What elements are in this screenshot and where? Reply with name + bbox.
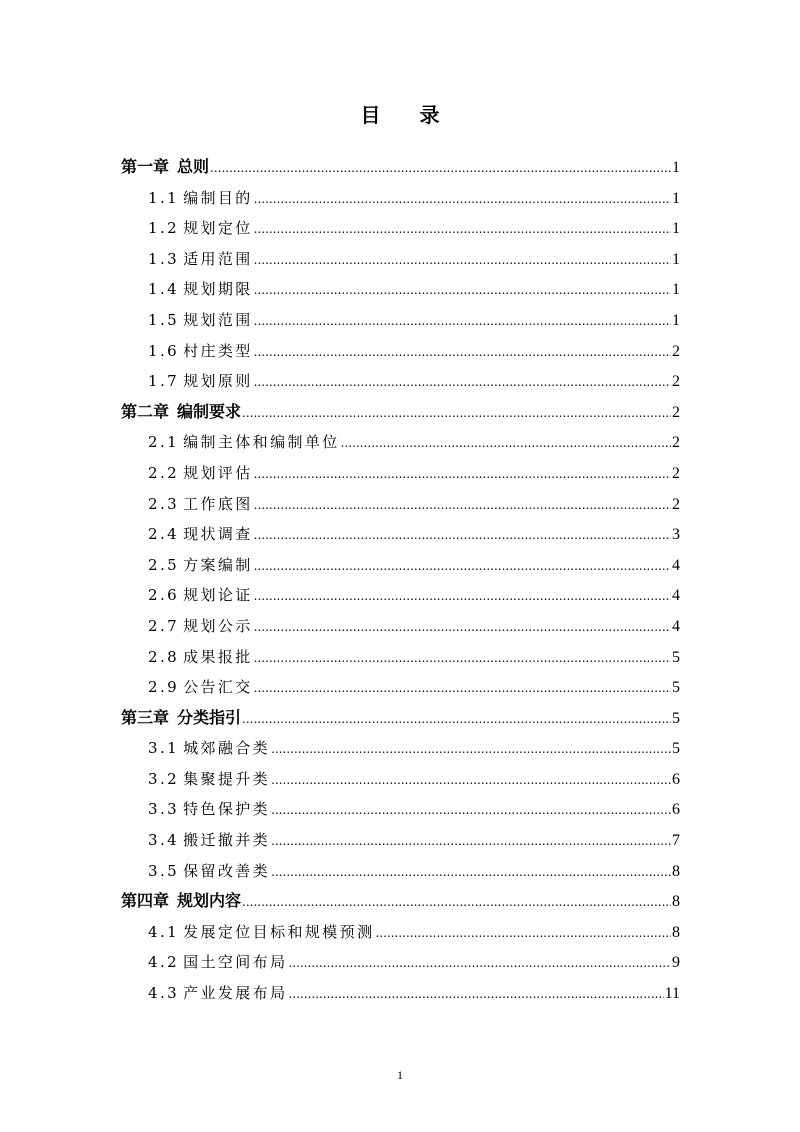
toc-chapter-entry[interactable] bbox=[121, 886, 680, 917]
toc-entry-page: 4 bbox=[672, 587, 680, 605]
toc-dot-leader bbox=[254, 245, 671, 276]
toc-entry-page: 8 bbox=[672, 862, 680, 880]
toc-chapter-entry[interactable] bbox=[121, 397, 680, 428]
toc-entry-title: 城郊融合类 bbox=[183, 739, 271, 758]
page-number: 1 bbox=[397, 1068, 403, 1082]
toc-entry-number: 1.3 bbox=[148, 249, 180, 268]
toc-entry-number: 2.7 bbox=[148, 616, 180, 635]
toc-entry-page: 4 bbox=[672, 556, 680, 574]
toc-entry-number: 2.4 bbox=[148, 525, 180, 544]
toc-dot-leader bbox=[271, 734, 671, 765]
toc-entry-page: 1 bbox=[672, 189, 680, 207]
toc-entry-label bbox=[121, 152, 209, 183]
toc-entry-label bbox=[148, 917, 374, 948]
toc-entry-number: 2.9 bbox=[148, 678, 180, 697]
toc-entry-label bbox=[148, 550, 253, 581]
toc-entry-title: 村庄类型 bbox=[183, 341, 253, 360]
toc-entry-label bbox=[148, 580, 253, 611]
toc-entry-page: 2 bbox=[672, 464, 680, 482]
toc-dot-leader bbox=[341, 428, 671, 459]
toc-section-entry[interactable] bbox=[121, 917, 680, 948]
toc-section-entry[interactable] bbox=[121, 213, 680, 244]
toc-title: 目 录 bbox=[360, 103, 456, 127]
toc-entry-title: 搬迁撤并类 bbox=[183, 831, 271, 850]
toc-dot-leader bbox=[288, 979, 663, 1010]
toc-entry-number: 2.6 bbox=[148, 586, 180, 605]
toc-dot-leader bbox=[254, 459, 671, 490]
toc-entry-page: 2 bbox=[672, 434, 680, 452]
toc-entry-label bbox=[148, 856, 270, 887]
toc-entry-title: 规划评估 bbox=[183, 463, 253, 482]
toc-section-entry[interactable] bbox=[121, 427, 680, 458]
toc-section-entry[interactable] bbox=[121, 550, 680, 581]
toc-entry-title: 发展定位目标和规模预测 bbox=[183, 922, 375, 941]
toc-entry-label bbox=[121, 886, 241, 917]
toc-entry-title: 保留改善类 bbox=[183, 861, 271, 880]
toc-entry-title: 规划公示 bbox=[183, 616, 253, 635]
toc-entry-label bbox=[121, 397, 241, 428]
toc-entry-title: 规划范围 bbox=[183, 310, 253, 329]
toc-entry-label bbox=[148, 672, 253, 703]
toc-entry-page: 2 bbox=[672, 495, 680, 513]
toc-entry-label bbox=[148, 427, 340, 458]
toc-entry-title: 公告汇交 bbox=[183, 678, 253, 697]
toc-entry-label bbox=[148, 947, 287, 978]
toc-entry-number: 2.8 bbox=[148, 647, 180, 666]
toc-dot-leader bbox=[210, 153, 671, 184]
toc-entry-number: 2.2 bbox=[148, 463, 180, 482]
toc-list bbox=[121, 152, 680, 1009]
toc-chapter-entry[interactable] bbox=[121, 703, 680, 734]
toc-entry-page: 9 bbox=[672, 954, 680, 972]
toc-entry-title: 适用范围 bbox=[183, 249, 253, 268]
toc-section-entry[interactable] bbox=[121, 947, 680, 978]
toc-entry-page: 8 bbox=[672, 923, 680, 941]
toc-entry-label bbox=[148, 764, 270, 795]
toc-entry-number: 3.1 bbox=[148, 739, 180, 758]
toc-entry-number: 3.5 bbox=[148, 861, 180, 880]
toc-entry-page: 5 bbox=[672, 679, 680, 697]
toc-dot-leader bbox=[254, 643, 671, 674]
toc-dot-leader bbox=[271, 857, 671, 888]
toc-entry-number: 1.1 bbox=[148, 188, 180, 207]
toc-entry-number: 第三章 bbox=[121, 707, 170, 727]
toc-entry-page: 5 bbox=[672, 709, 680, 727]
toc-dot-leader bbox=[254, 337, 671, 368]
toc-section-entry[interactable] bbox=[121, 794, 680, 825]
toc-entry-title: 成果报批 bbox=[183, 647, 253, 666]
toc-entry-number: 第二章 bbox=[121, 401, 170, 421]
toc-dot-leader bbox=[271, 795, 671, 826]
toc-section-entry[interactable] bbox=[121, 825, 680, 856]
toc-section-entry[interactable] bbox=[121, 244, 680, 275]
toc-section-entry[interactable] bbox=[121, 733, 680, 764]
toc-entry-page: 2 bbox=[672, 342, 680, 360]
toc-entry-label bbox=[148, 213, 253, 244]
toc-entry-number: 1.2 bbox=[148, 219, 180, 238]
toc-entry-label bbox=[148, 733, 270, 764]
toc-entry-label bbox=[148, 978, 287, 1009]
toc-dot-leader bbox=[242, 887, 671, 918]
toc-entry-page: 5 bbox=[672, 740, 680, 758]
toc-entry-page: 2 bbox=[672, 373, 680, 391]
toc-dot-leader bbox=[271, 765, 671, 796]
toc-entry-page: 1 bbox=[672, 220, 680, 238]
toc-entry-label bbox=[148, 825, 270, 856]
toc-entry-number: 第四章 bbox=[121, 891, 170, 911]
toc-section-entry[interactable] bbox=[121, 672, 680, 703]
toc-entry-label bbox=[148, 274, 253, 305]
toc-entry-number: 2.1 bbox=[148, 433, 180, 452]
toc-dot-leader bbox=[242, 398, 671, 429]
toc-entry-page: 1 bbox=[672, 281, 680, 299]
toc-dot-leader bbox=[254, 184, 671, 215]
toc-entry-number: 4.1 bbox=[148, 922, 180, 941]
toc-entry-label bbox=[148, 336, 253, 367]
toc-entry-label bbox=[148, 305, 253, 336]
toc-entry-number: 1.5 bbox=[148, 310, 180, 329]
toc-dot-leader bbox=[375, 918, 671, 949]
toc-entry-title: 分类指引 bbox=[177, 707, 242, 727]
toc-entry-number: 2.3 bbox=[148, 494, 180, 513]
toc-dot-leader bbox=[254, 673, 671, 704]
toc-entry-title: 集聚提升类 bbox=[183, 769, 271, 788]
toc-entry-label bbox=[148, 244, 253, 275]
toc-section-entry[interactable] bbox=[121, 366, 680, 397]
toc-entry-title: 方案编制 bbox=[183, 555, 253, 574]
toc-dot-leader bbox=[254, 275, 671, 306]
toc-entry-page: 8 bbox=[672, 893, 680, 911]
toc-entry-label bbox=[148, 489, 253, 520]
toc-section-entry[interactable] bbox=[121, 580, 680, 611]
toc-entry-title: 规划原则 bbox=[183, 372, 253, 391]
toc-entry-label bbox=[148, 458, 253, 489]
toc-section-entry[interactable] bbox=[121, 642, 680, 673]
toc-entry-page: 6 bbox=[672, 801, 680, 819]
toc-entry-label bbox=[148, 611, 253, 642]
toc-section-entry[interactable] bbox=[121, 305, 680, 336]
toc-dot-leader bbox=[254, 520, 671, 551]
toc-section-entry[interactable] bbox=[121, 183, 680, 214]
toc-dot-leader bbox=[242, 704, 671, 735]
toc-entry-number: 4.2 bbox=[148, 953, 180, 972]
toc-entry-title: 编制主体和编制单位 bbox=[183, 433, 340, 452]
toc-entry-page: 3 bbox=[672, 526, 680, 544]
toc-dot-leader bbox=[288, 948, 671, 979]
toc-entry-title: 产业发展布局 bbox=[183, 984, 288, 1003]
toc-entry-page: 2 bbox=[672, 403, 680, 421]
toc-entry-page: 7 bbox=[672, 832, 680, 850]
toc-entry-page: 6 bbox=[672, 770, 680, 788]
toc-section-entry[interactable] bbox=[121, 336, 680, 367]
toc-entry-page: 4 bbox=[672, 617, 680, 635]
toc-dot-leader bbox=[254, 581, 671, 612]
toc-section-entry[interactable] bbox=[121, 856, 680, 887]
toc-section-entry[interactable] bbox=[121, 274, 680, 305]
toc-entry-title: 总则 bbox=[177, 157, 210, 176]
toc-entry-title: 规划定位 bbox=[183, 219, 253, 238]
toc-entry-number: 4.3 bbox=[148, 984, 180, 1003]
toc-entry-title: 编制要求 bbox=[177, 401, 242, 421]
toc-entry-number: 3.3 bbox=[148, 800, 180, 819]
toc-entry-page: 1 bbox=[672, 311, 680, 329]
toc-section-entry[interactable] bbox=[121, 978, 680, 1009]
toc-section-entry[interactable] bbox=[121, 458, 680, 489]
toc-entry-title: 工作底图 bbox=[183, 494, 253, 513]
toc-dot-leader bbox=[254, 306, 671, 337]
toc-entry-title: 规划期限 bbox=[183, 280, 253, 299]
toc-entry-number: 1.6 bbox=[148, 341, 180, 360]
toc-entry-title: 现状调查 bbox=[183, 525, 253, 544]
toc-entry-label bbox=[148, 519, 253, 550]
toc-entry-title: 规划论证 bbox=[183, 586, 253, 605]
toc-entry-title: 国土空间布局 bbox=[183, 953, 288, 972]
toc-entry-label bbox=[148, 366, 253, 397]
toc-entry-title: 特色保护类 bbox=[183, 800, 271, 819]
toc-entry-label bbox=[148, 183, 253, 214]
toc-entry-title: 规划内容 bbox=[177, 891, 242, 911]
toc-dot-leader bbox=[254, 214, 671, 245]
toc-entry-title: 编制目的 bbox=[183, 188, 253, 207]
toc-entry-label bbox=[121, 703, 241, 734]
toc-section-entry[interactable] bbox=[121, 489, 680, 520]
toc-dot-leader bbox=[254, 490, 671, 521]
toc-entry-page: 1 bbox=[672, 250, 680, 268]
toc-entry-number: 1.7 bbox=[148, 372, 180, 391]
toc-section-entry[interactable] bbox=[121, 519, 680, 550]
toc-section-entry[interactable] bbox=[121, 764, 680, 795]
toc-entry-number: 第一章 bbox=[121, 157, 170, 176]
toc-entry-label bbox=[148, 794, 270, 825]
toc-entry-number: 1.4 bbox=[148, 280, 180, 299]
toc-entry-label bbox=[148, 642, 253, 673]
toc-entry-page: 1 bbox=[672, 159, 680, 176]
toc-chapter-entry[interactable] bbox=[121, 152, 680, 183]
toc-dot-leader bbox=[271, 826, 671, 857]
toc-section-entry[interactable] bbox=[121, 611, 680, 642]
toc-dot-leader bbox=[254, 551, 671, 582]
toc-entry-number: 3.4 bbox=[148, 831, 180, 850]
toc-entry-page: 11 bbox=[664, 985, 680, 1003]
toc-entry-number: 2.5 bbox=[148, 555, 180, 574]
toc-entry-number: 3.2 bbox=[148, 769, 180, 788]
toc-dot-leader bbox=[254, 367, 671, 398]
toc-entry-page: 5 bbox=[672, 648, 680, 666]
toc-dot-leader bbox=[254, 612, 671, 643]
